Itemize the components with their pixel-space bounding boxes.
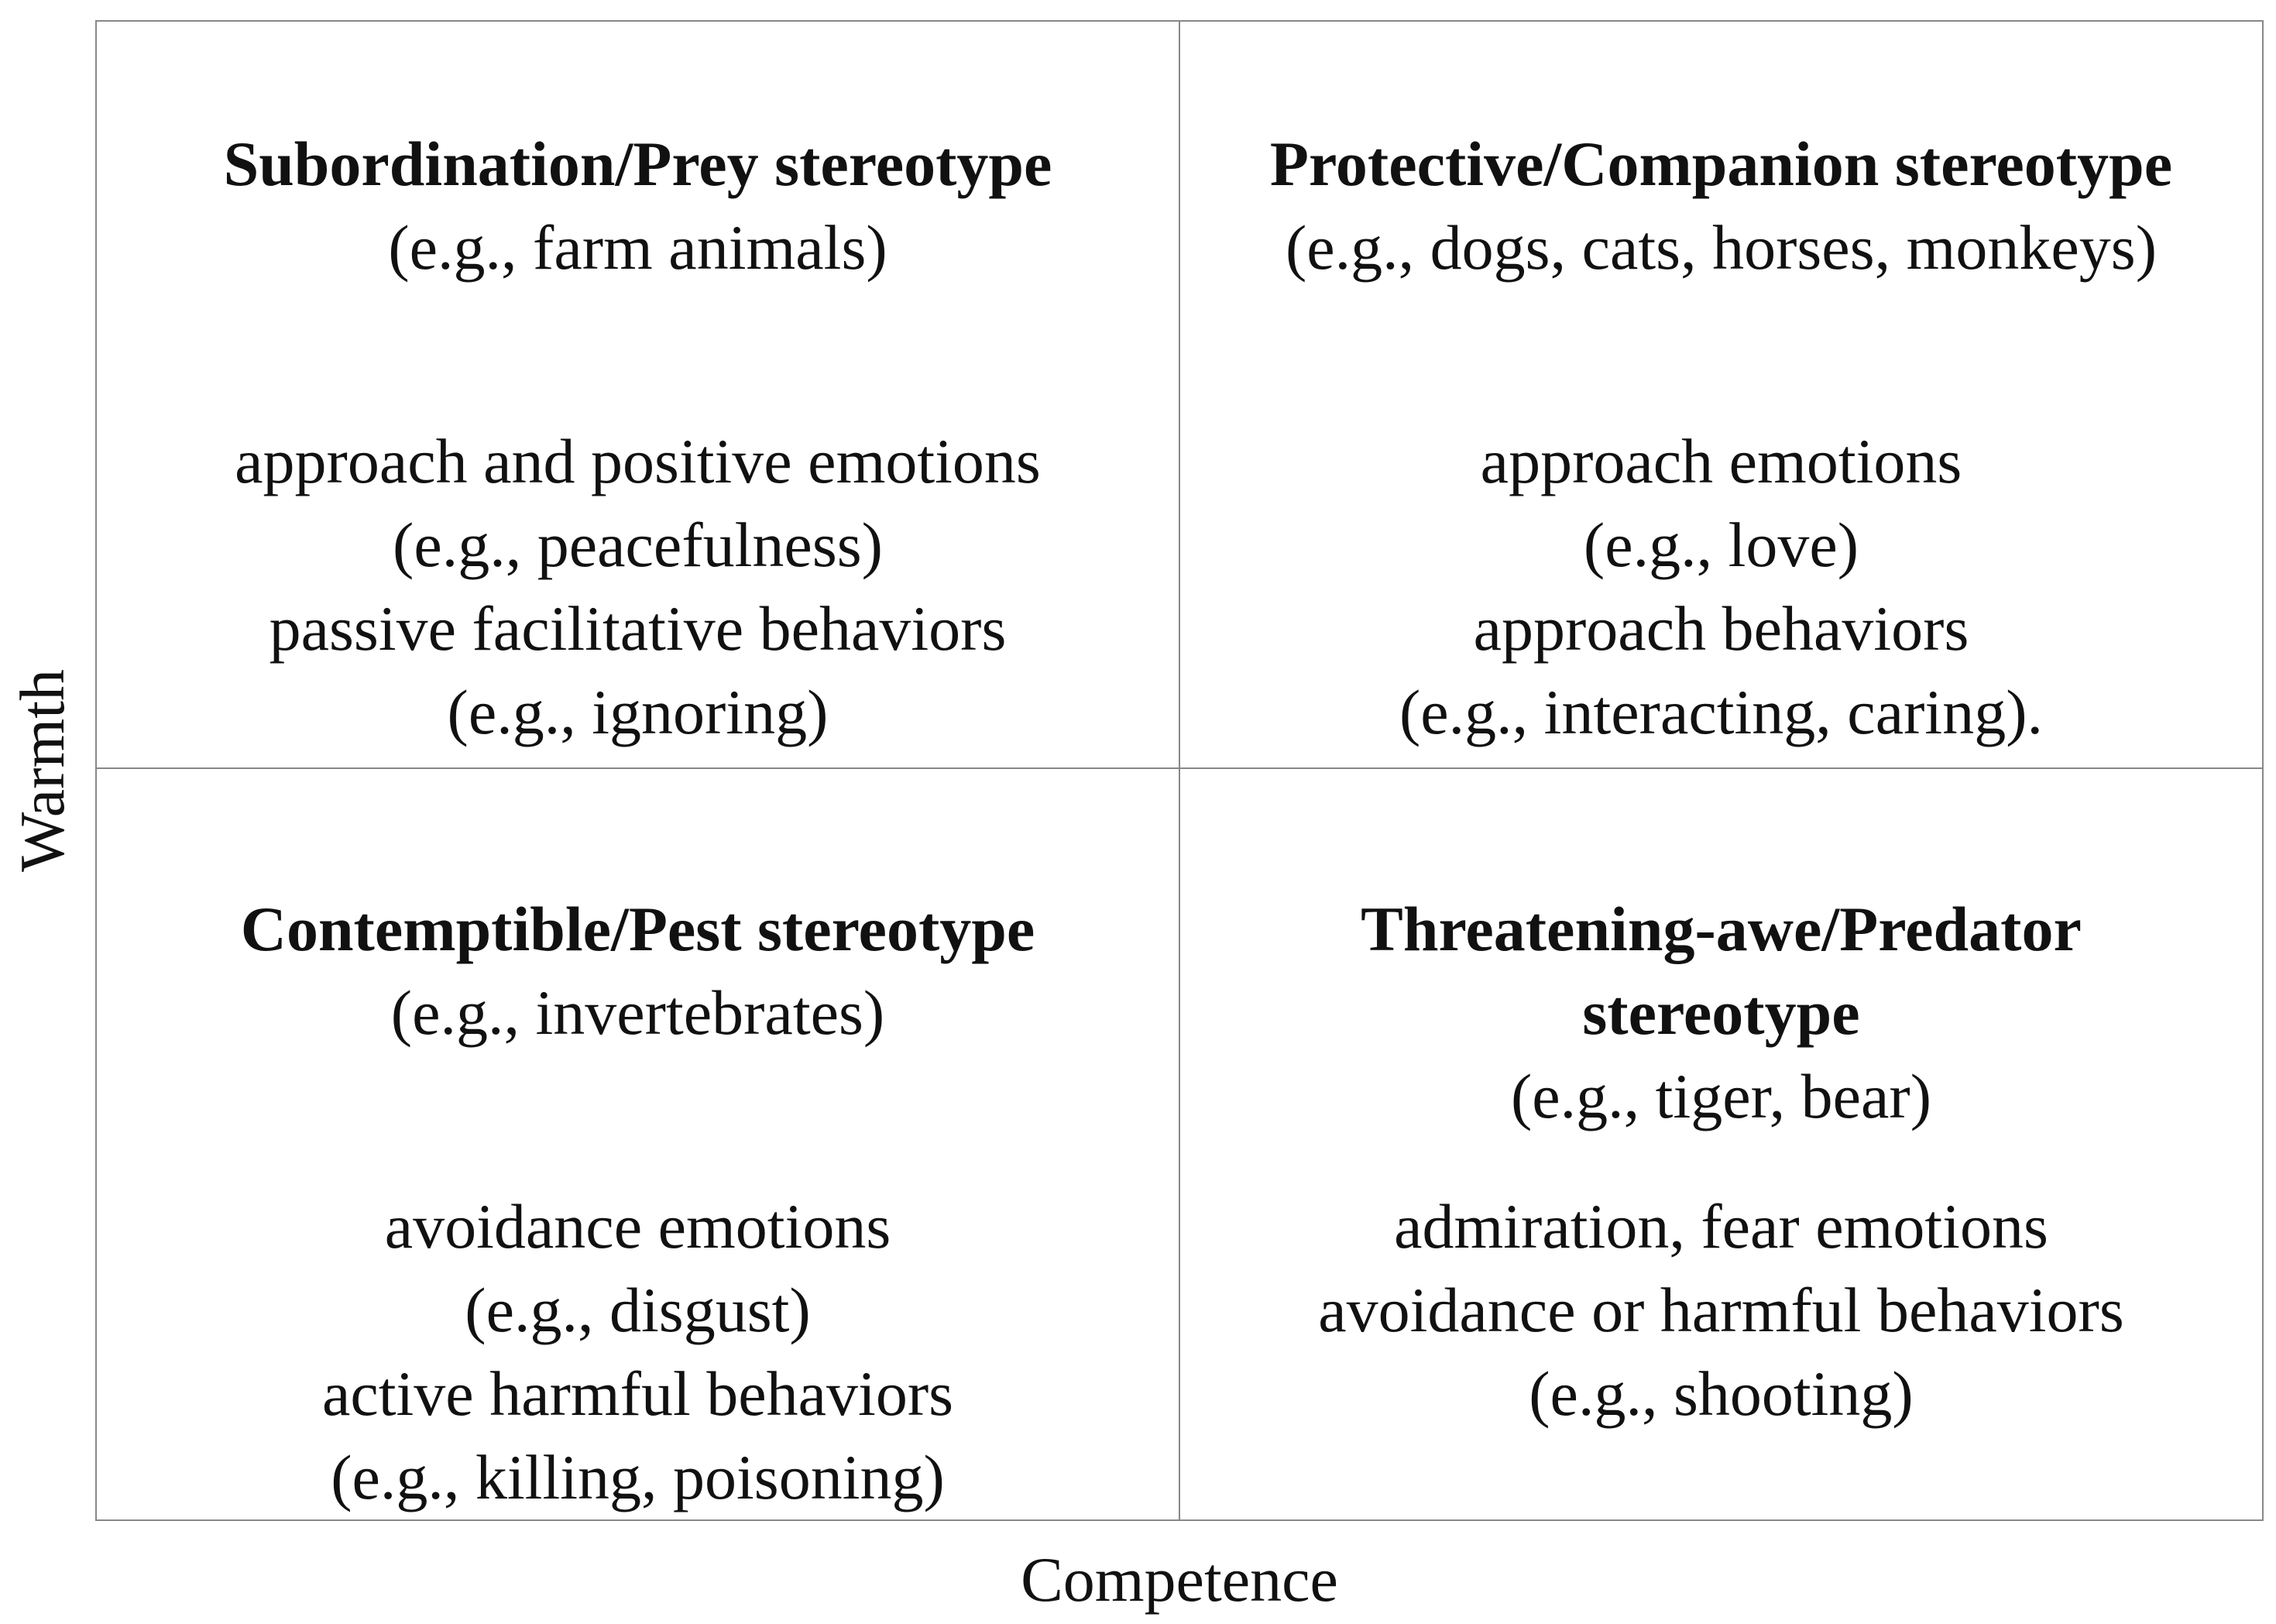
quadrant-grid <box>95 20 2264 1521</box>
quadrant-title: Subordination/Prey stereotype <box>223 129 1052 199</box>
quadrant-behaviors: approach behaviors <box>1473 593 1969 664</box>
quadrant-emotions: approach and positive emotions <box>235 426 1041 496</box>
quadrant-example: (e.g., dogs, cats, horses, monkeys) <box>1285 212 2158 283</box>
quadrant-emotions: approach emotions <box>1480 426 1962 496</box>
quadrant-bottom-right <box>1180 888 2262 1436</box>
y-axis-label: Warmth <box>7 668 77 873</box>
quadrant-title: Protective/Companion stereotype <box>1269 129 2173 199</box>
quadrant-emotions-example: (e.g., peacefulness) <box>393 510 883 580</box>
quadrant-behaviors: passive facilitative behaviors <box>269 593 1007 664</box>
x-axis-label: Competence <box>1021 1544 1338 1615</box>
quadrant-emotions-example: (e.g., disgust) <box>465 1275 811 1345</box>
horizontal-divider <box>97 767 2262 769</box>
quadrant-behaviors-example: (e.g., killing, poisoning) <box>331 1442 945 1512</box>
quadrant-title-line2: stereotype <box>1582 977 1860 1048</box>
quadrant-example: (e.g., farm animals) <box>388 212 887 283</box>
quadrant-emotions: admiration, fear emotions <box>1394 1191 2048 1262</box>
quadrant-behaviors-example: (e.g., shooting) <box>1529 1358 1914 1429</box>
quadrant-emotions: avoidance emotions <box>384 1191 891 1262</box>
quadrant-emotions-example: (e.g., love) <box>1583 510 1859 580</box>
quadrant-title: Contemptible/Pest stereotype <box>240 894 1035 964</box>
quadrant-behaviors: active harmful behaviors <box>321 1358 954 1429</box>
quadrant-behaviors-example: (e.g., interacting, caring). <box>1399 677 2043 747</box>
quadrant-behaviors-example: (e.g., ignoring) <box>447 677 829 747</box>
quadrant-top-left <box>97 122 1179 754</box>
quadrant-behaviors: avoidance or harmful behaviors <box>1318 1275 2124 1345</box>
quadrant-top-right <box>1180 122 2262 754</box>
quadrant-bottom-left <box>97 888 1179 1519</box>
quadrant-example: (e.g., invertebrates) <box>390 977 885 1048</box>
quadrant-title-line1: Threatening-awe/Predator <box>1361 894 2082 964</box>
quadrant-example: (e.g., tiger, bear) <box>1510 1061 1932 1131</box>
